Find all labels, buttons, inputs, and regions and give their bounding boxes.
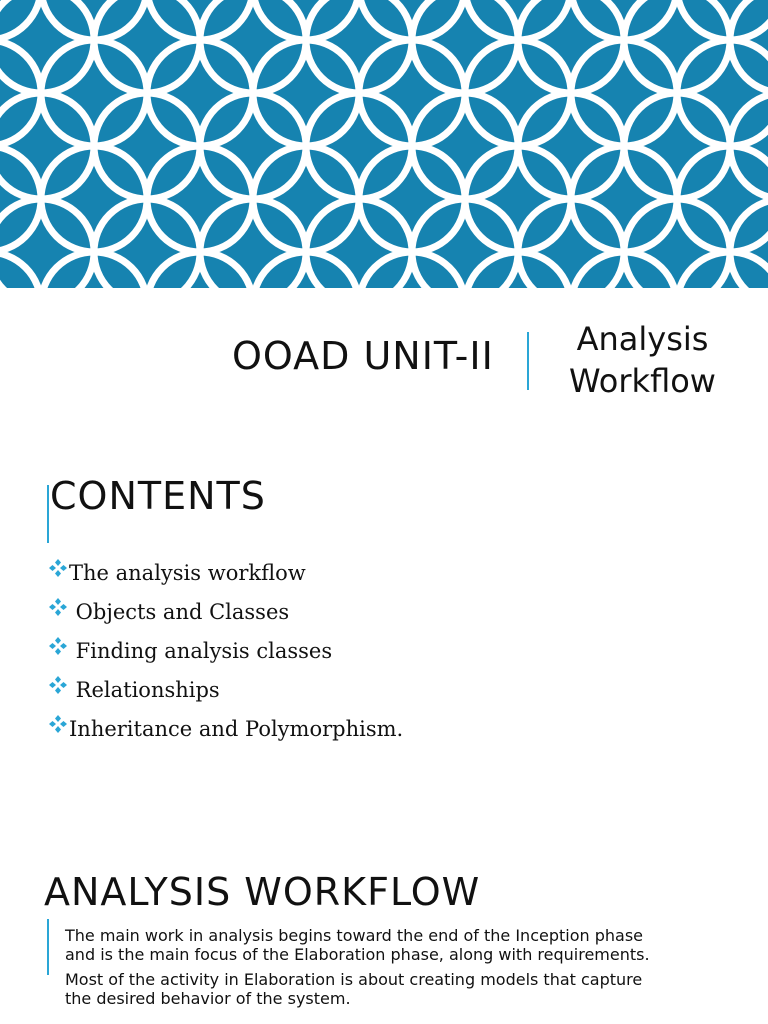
list-item (48, 558, 403, 597)
paragraph: Most of the activity in Elaboration is about creating models that capture the desired behavior of the system. (65, 970, 643, 1008)
slide-title: OOAD UNIT-II (232, 334, 494, 378)
list-item (48, 636, 403, 675)
subtitle-line-1: Analysis (576, 320, 709, 358)
diamond-bullet-icon (48, 597, 68, 617)
slide-subtitle (540, 318, 745, 402)
analysis-workflow-slide (0, 840, 768, 1024)
body-accent-bar (47, 919, 49, 975)
list-item-text: The analysis workflow (69, 561, 306, 585)
list-item-text: Objects and Classes (69, 600, 290, 624)
list-item (48, 714, 403, 753)
paragraph: The main work in analysis begins toward the end of the Inception phase and is the main focus of the Elaboration phase, along with requirements. (65, 926, 650, 964)
workflow-heading: ANALYSIS WORKFLOW (44, 870, 481, 914)
title-slide (0, 0, 768, 440)
diamond-bullet-icon (48, 675, 68, 695)
decorative-pattern-banner (0, 0, 768, 288)
list-item (48, 597, 403, 636)
list-item-text: Relationships (69, 678, 220, 702)
list-item-text: Inheritance and Polymorphism. (69, 717, 404, 741)
list-item-text: Finding analysis classes (69, 639, 333, 663)
heading-accent-bar (47, 485, 49, 543)
diamond-bullet-icon (48, 636, 68, 656)
contents-list (48, 558, 403, 753)
diamond-bullet-icon (48, 714, 68, 734)
diamond-bullet-icon (48, 558, 68, 578)
list-item (48, 675, 403, 714)
contents-slide (0, 440, 768, 840)
title-divider (527, 332, 529, 390)
contents-heading: CONTENTS (50, 474, 266, 518)
workflow-body (65, 927, 665, 1015)
subtitle-line-2: Workflow (569, 362, 716, 400)
